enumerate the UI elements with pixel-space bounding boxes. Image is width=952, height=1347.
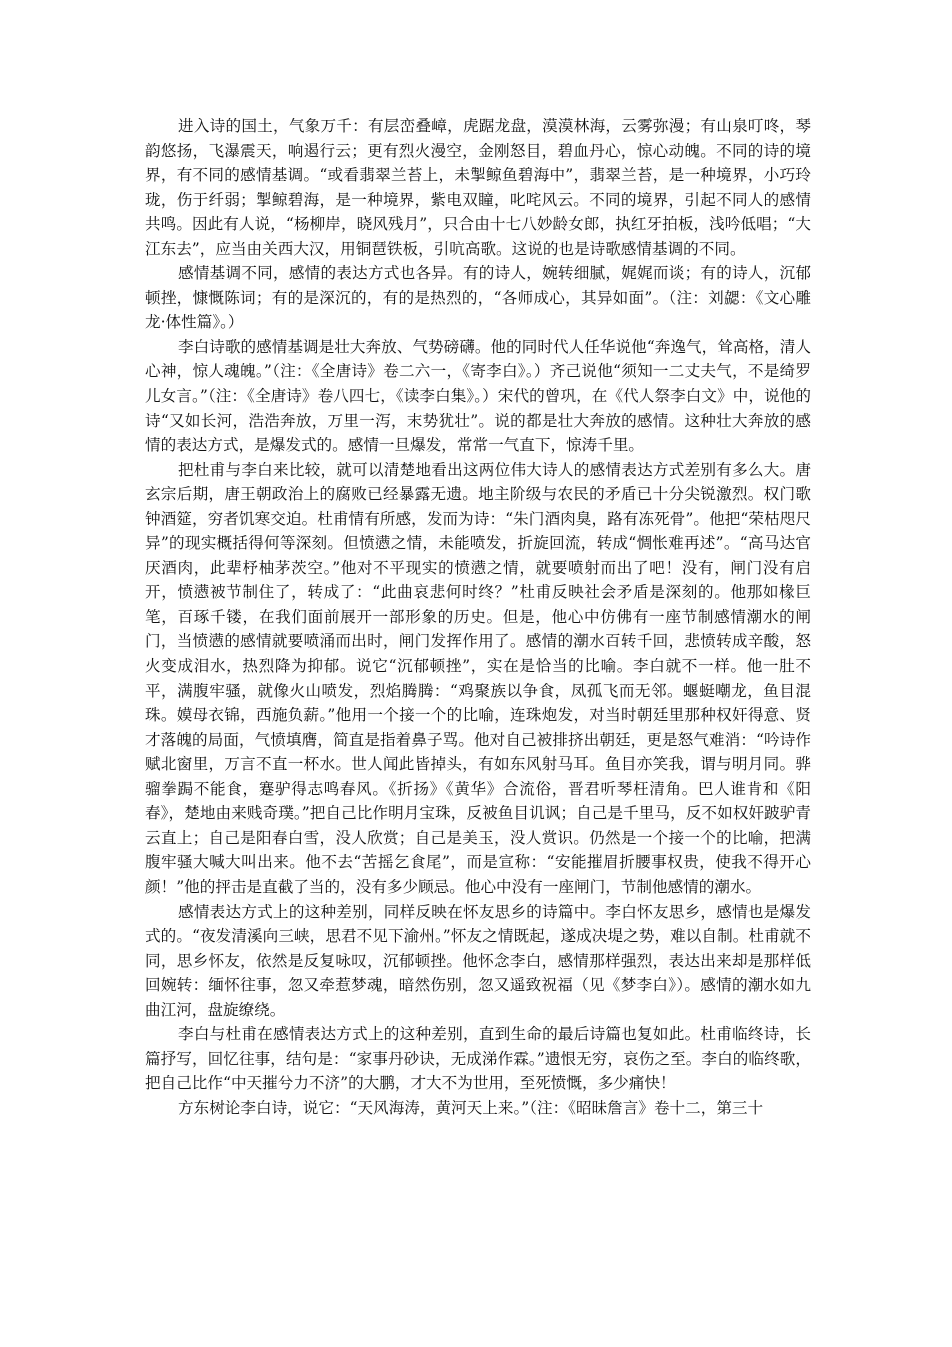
- paragraph-fang-dongshu: 方东树论李白诗，说它：“天风海涛，黄河天上来。”（注：《昭昧詹言》卷十二，第三十: [178, 1098, 764, 1117]
- paragraph-homesick-poems: 感情表达方式上的这种差别，同样反映在怀友思乡的诗篇中。李白怀友思乡，感情也是爆发式的。“夜发清溪向三峡，思君不见下渝州。”怀友之情既起，遂成决堤之势，难以自制。杜甫就不同，思乡怀友，依然是反复咏叹，沉郁顿挫。他怀念李白，感情那样强烈，表达出来却是那样低回婉转：缅怀往事，忽又牵惹梦魂，暗然伤别，忽又遥致祝福（见《梦李白》）。感情的潮水如九曲江河，盘旋缭绕。: [145, 902, 811, 1019]
- paragraph-final-poems: 李白与杜甫在感情表达方式上的这种差别，直到生命的最后诗篇也复如此。杜甫临终诗，长篇抒写，回忆往事，结句是：“家事丹砂诀，无成涕作霖。”遗恨无穷，哀伤之至。李白的临终歌，把自己比作“中天摧兮力不济”的大鹏，才大不为世用，至死愤慨，多少痛快！: [145, 1025, 811, 1093]
- document-page: [145, 114, 811, 1120]
- paragraph-poetic-realms: 进入诗的国土，气象万千：有层峦叠嶂，虎踞龙盘，漠漠林海，云雾弥漫；有山泉叮咚，琴韵悠扬，飞瀑震天，响遏行云；更有烈火漫空，金刚怒目，碧血丹心，惊心动魄。不同的诗的境界，有不同的感情基调。“或看翡翠兰苔上，未掣鲸鱼碧海中”，翡翠兰苔，是一种境界，小巧玲珑，伤于纤弱；掣鲸碧海，是一种境界，紫电双瞳，叱咤风云。不同的境界，引起不同人的感情共鸣。因此有人说，“杨柳岸，晓风残月”，只合由十七八妙龄女郎，执红牙拍板，浅吟低唱；“大江东去”，应当由关西大汉，用铜琶铁板，引吭高歌。这说的也是诗歌感情基调的不同。: [145, 117, 811, 258]
- paragraph-expression-styles: 感情基调不同，感情的表达方式也各异。有的诗人，婉转细腻，娓娓而谈；有的诗人，沉郁顿挫，慷慨陈词；有的是深沉的，有的是热烈的，“各师成心，其异如面”。（注：刘勰：《文心雕龙·体性篇》。）: [145, 264, 811, 332]
- paragraph-du-fu-comparison: 把杜甫与李白来比较，就可以清楚地看出这两位伟大诗人的感情表达方式差别有多么大。唐玄宗后期，唐王朝政治上的腐败已经暴露无遗。地主阶级与农民的矛盾已十分尖锐激烈。权门歌钟酒筵，穷者饥寒交迫。杜甫情有所感，发而为诗：“朱门酒肉臭，路有冻死骨”。他把“荣枯咫尺异”的现实概括得何等深刻。但愤懑之情，未能喷发，折旋回流，转成“惆怅难再述”。“高马达官厌酒肉，此辈杼柚茅茨空。”他对不平现实的愤懑之情，就要喷射而出了吧！没有，闸门没有启开，愤懑被节制住了，转成了：“此曲哀悲何时终？”杜甫反映社会矛盾是深刻的。他那如椽巨笔，百琢千镂，在我们面前展开一部形象的历史。但是，他心中仿佛有一座节制感情潮水的闸门，当愤懑的感情就要喷涌而出时，闸门发挥作用了。感情的潮水百转千回，悲愤转成辛酸，怒火变成泪水，热烈降为抑郁。说它“沉郁顿挫”，实在是恰当的比喻。李白就不一样。他一肚不平，满腹牢骚，就像火山喷发，烈焰腾腾：“鸡聚族以争食，凤孤飞而无邻。蝘蜓嘲龙，鱼目混珠。嫫母衣锦，西施负薪。”他用一个接一个的比喻，连珠炮发，对当时朝廷里那种权奸得意、贤才落魄的局面，气愤填膺，简直是指着鼻子骂。他对自己被排挤出朝廷，更是怒气难消：“吟诗作赋北窗里，万言不直一杯水。世人闻此皆掉头，有如东风射马耳。鱼目亦笑我，谓与明月同。骅骝拳跼不能食，蹇驴得志鸣春风。《折扬》《黄华》合流俗，晋君听琴枉清角。巴人谁肯和《阳春》，楚地由来贱奇璞。”把自己比作明月宝珠，反被鱼目讥讽；自己是千里马，反不如权奸跛驴青云直上；自己是阳春白雪，没人欣赏；自己是美玉，没人赏识。仍然是一个接一个的比喻，把满腹牢骚大喊大叫出来。他不去“苦摇乞食尾”，而是宣称：“安能摧眉折腰事权贵，使我不得开心颜！”他的抨击是直截了当的，没有多少顾忌。他心中没有一座闸门，节制他感情的潮水。: [145, 460, 811, 896]
- paragraph-li-bai-tone: 李白诗歌的感情基调是壮大奔放、气势磅礴。他的同时代人任华说他“奔逸气，耸高格，清人心神，惊人魂魄。”（注：《全唐诗》卷二六一，《寄李白》。）齐己说他“须知一二丈夫气，不是绮罗儿女言。”（注：《全唐诗》卷八四七，《读李白集》。）宋代的曾巩，在《代人祭李白文》中，说他的诗“又如长河，浩浩奔放，万里一泻，末势犹壮”。说的都是壮大奔放的感情。这种壮大奔放的感情的表达方式，是爆发式的。感情一旦爆发，常常一气直下，惊涛千里。: [145, 337, 811, 455]
